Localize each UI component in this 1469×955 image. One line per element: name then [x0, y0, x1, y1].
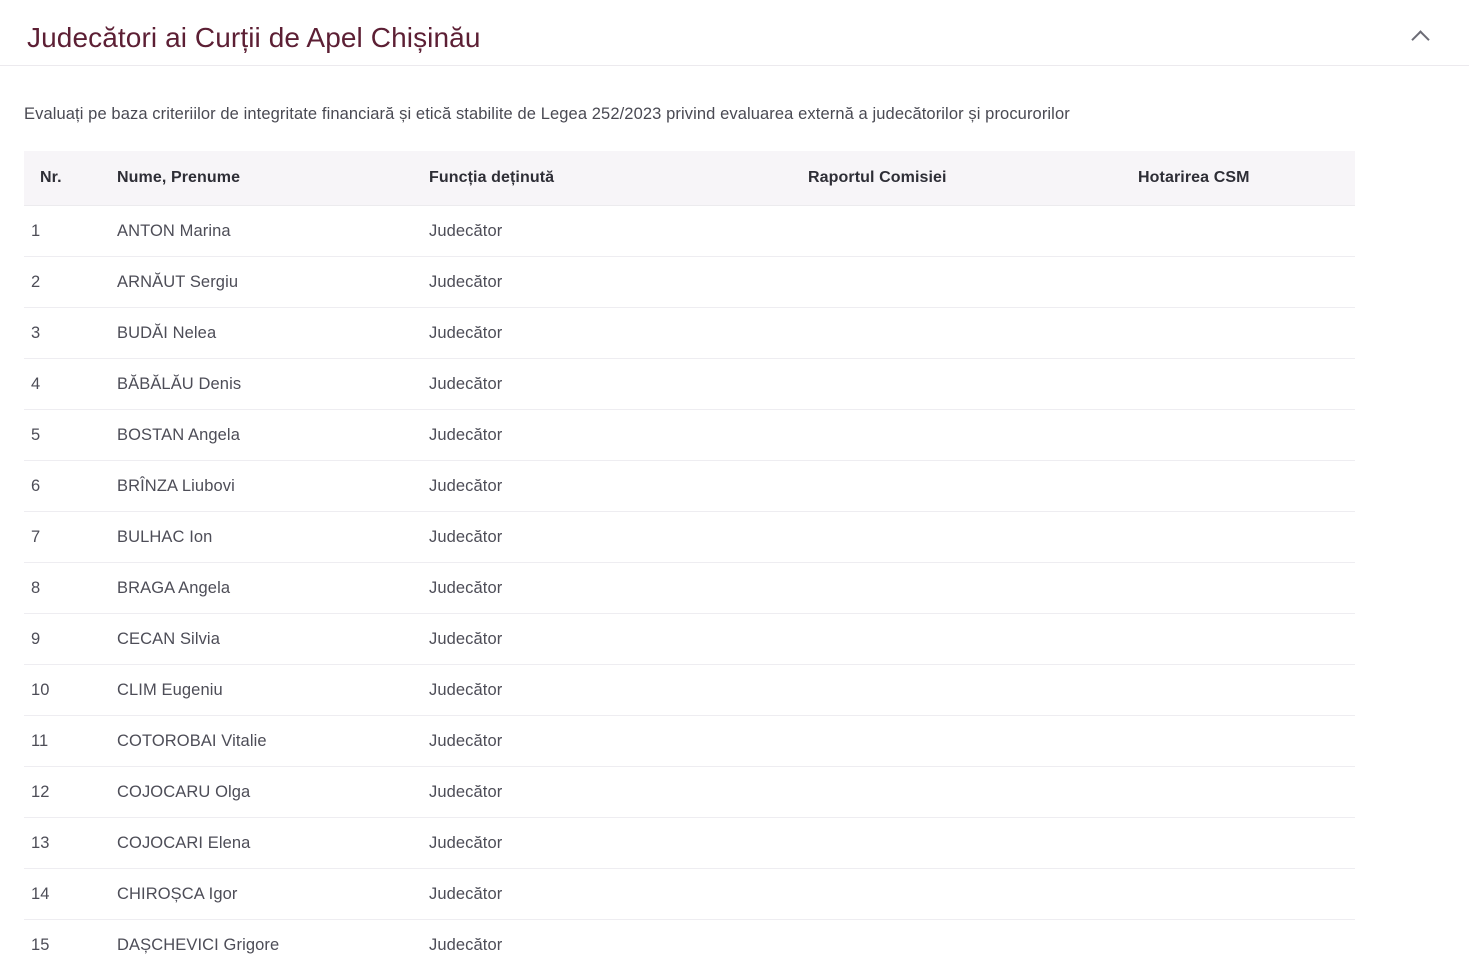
table-row [24, 920, 1355, 955]
cell-report [792, 206, 1122, 257]
section-header [0, 0, 1469, 66]
cell-name: COTOROBAI Vitalie [102, 716, 417, 767]
column-header-name: Nume, Prenume [102, 151, 417, 206]
cell-name: CHIROȘCA Igor [102, 869, 417, 920]
cell-function: Judecător [417, 767, 792, 818]
cell-csm [1122, 410, 1355, 461]
cell-name: COJOCARI Elena [102, 818, 417, 869]
cell-name: COJOCARU Olga [102, 767, 417, 818]
cell-name: DAȘCHEVICI Grigore [117, 936, 280, 954]
judges-table [24, 151, 1355, 955]
cell-report [792, 257, 1122, 308]
cell-report [792, 767, 1122, 818]
cell-csm [1122, 665, 1355, 716]
cell-nr: 4 [24, 359, 102, 410]
table-row [24, 767, 1355, 818]
cell-function: Judecător [417, 206, 792, 257]
table-row [24, 716, 1355, 767]
cell-report [792, 614, 1122, 665]
cell-nr: 7 [24, 512, 102, 563]
cell-function: Judecător [417, 716, 792, 767]
cell-nr: 14 [24, 869, 102, 920]
cell-csm [1122, 869, 1355, 920]
cell-nr: 3 [24, 308, 102, 359]
chevron-up-icon [1411, 30, 1429, 48]
cell-report [792, 920, 1122, 955]
cell-csm [1122, 461, 1355, 512]
cell-function: Judecător [417, 563, 792, 614]
judges-table-body [24, 206, 1355, 955]
cell-nr: 13 [24, 818, 102, 869]
column-header-csm: Hotarirea CSM [1122, 151, 1355, 206]
table-row [24, 614, 1355, 665]
cell-nr: 6 [24, 461, 102, 512]
cell-report [792, 359, 1122, 410]
intro-text: Evaluați pe baza criteriilor de integritate financiară și etică stabilite de Legea 252/2023 privind evaluarea externă a judecătorilor și procurorilor [24, 105, 1070, 123]
cell-function: Judecător [429, 936, 503, 954]
column-header-nr: Nr. [24, 151, 102, 206]
cell-csm [1122, 257, 1355, 308]
cell-report [792, 512, 1122, 563]
cell-nr: 10 [24, 665, 102, 716]
cell-function: Judecător [417, 359, 792, 410]
cell-report [792, 818, 1122, 869]
cell-function: Judecător [417, 410, 792, 461]
cell-csm [1122, 563, 1355, 614]
cell-function: Judecător [417, 512, 792, 563]
table-row [24, 512, 1355, 563]
cell-name: BUDĂI Nelea [102, 308, 417, 359]
table-row [24, 206, 1355, 257]
cell-csm [1122, 308, 1355, 359]
cell-function: Judecător [417, 665, 792, 716]
column-header-report: Raportul Comisiei [792, 151, 1122, 206]
table-header-row [24, 151, 1355, 206]
cell-report [792, 308, 1122, 359]
cell-report [792, 716, 1122, 767]
cell-nr: 9 [24, 614, 102, 665]
cell-function: Judecător [417, 308, 792, 359]
cell-nr: 5 [24, 410, 102, 461]
cell-csm [1122, 512, 1355, 563]
cell-function: Judecător [417, 869, 792, 920]
cell-report [792, 665, 1122, 716]
cell-name: BULHAC Ion [102, 512, 417, 563]
page-title: Judecători ai Curții de Apel Chișinău [27, 22, 481, 53]
table-row [24, 818, 1355, 869]
cell-name: BĂBĂLĂU Denis [102, 359, 417, 410]
table-row [24, 563, 1355, 614]
cell-report [792, 461, 1122, 512]
cell-name: BRÎNZA Liubovi [102, 461, 417, 512]
table-row [24, 869, 1355, 920]
cell-name: BRAGA Angela [102, 563, 417, 614]
cell-nr: 1 [24, 206, 102, 257]
cell-name: ARNĂUT Sergiu [102, 257, 417, 308]
cell-name: BOSTAN Angela [102, 410, 417, 461]
cell-report [792, 563, 1122, 614]
table-row [24, 359, 1355, 410]
cell-nr: 12 [24, 767, 102, 818]
table-row [24, 461, 1355, 512]
cell-function: Judecător [417, 614, 792, 665]
cell-csm [1122, 920, 1355, 955]
cell-name: ANTON Marina [102, 206, 417, 257]
cell-name: CECAN Silvia [102, 614, 417, 665]
cell-report [792, 410, 1122, 461]
cell-csm [1122, 206, 1355, 257]
cell-name: CLIM Eugeniu [102, 665, 417, 716]
table-row [24, 665, 1355, 716]
judges-table-head [24, 151, 1355, 206]
table-row [24, 410, 1355, 461]
table-row [24, 308, 1355, 359]
cell-function: Judecător [417, 818, 792, 869]
intro-text-block [0, 66, 1469, 126]
cell-function: Judecător [417, 257, 792, 308]
cell-csm [1122, 818, 1355, 869]
judges-table-wrapper [0, 126, 1469, 955]
cell-csm [1122, 767, 1355, 818]
cell-nr: 2 [24, 257, 102, 308]
column-header-function: Funcția deținută [417, 151, 792, 206]
cell-nr: 8 [24, 563, 102, 614]
table-row [24, 257, 1355, 308]
cell-report [792, 869, 1122, 920]
cell-nr: 15 [31, 936, 50, 954]
cell-function: Judecător [417, 461, 792, 512]
cell-nr: 11 [24, 716, 102, 767]
collapse-section-button[interactable] [1405, 24, 1435, 50]
cell-csm [1122, 359, 1355, 410]
cell-csm [1122, 614, 1355, 665]
cell-csm [1122, 716, 1355, 767]
